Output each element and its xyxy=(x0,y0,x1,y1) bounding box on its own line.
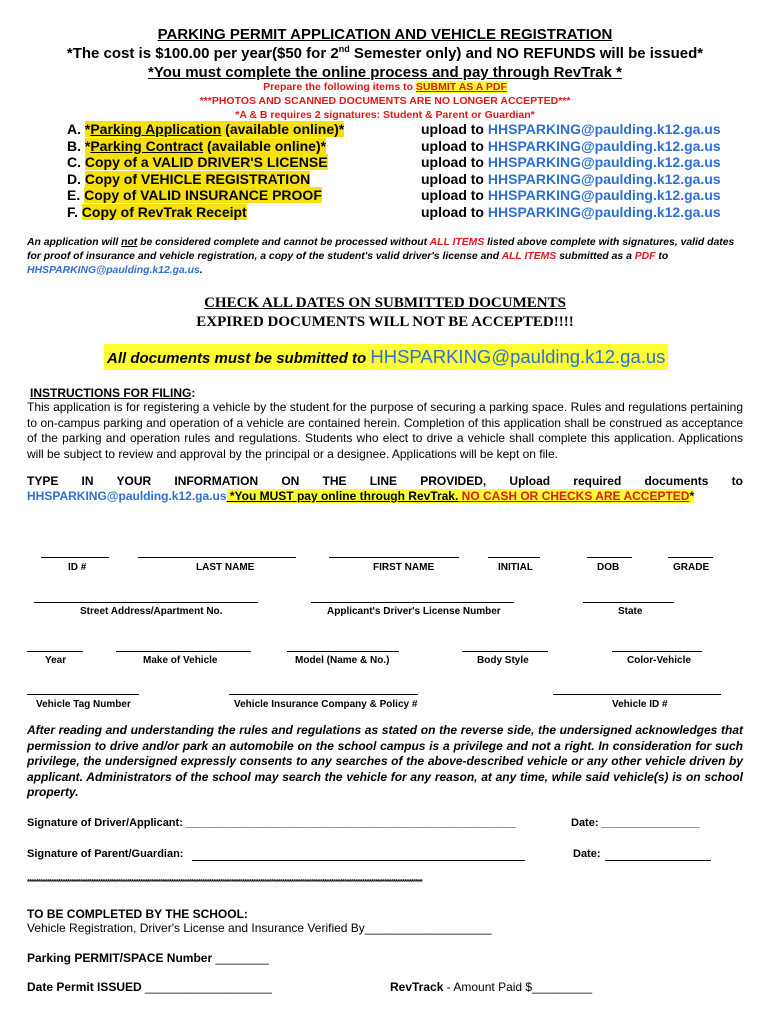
checklist-item-f xyxy=(67,204,344,221)
date-issued-label: Date Permit ISSUED xyxy=(27,980,142,994)
email-link[interactable]: HHSPARKING@paulding.k12.ga.us xyxy=(487,187,721,204)
item-text: Copy of VALID INSURANCE PROOF xyxy=(84,187,322,204)
expired-warning: EXPIRED DOCUMENTS WILL NOT BE ACCEPTED!!!! xyxy=(196,314,574,330)
upload-row xyxy=(421,204,721,221)
prepare-notice xyxy=(0,81,770,93)
item-letter: D. xyxy=(67,170,81,187)
parent-date-label: Date: xyxy=(573,848,601,860)
notice-text: submitted as a xyxy=(556,250,635,262)
email-link[interactable]: HHSPARKING@paulding.k12.ga.us xyxy=(487,154,721,171)
first-name-field-line[interactable] xyxy=(329,557,459,558)
state-field-line[interactable] xyxy=(583,602,674,603)
email-link[interactable]: HHSPARKING@paulding.k12.ga.us xyxy=(487,203,721,220)
insurance-field-line[interactable] xyxy=(229,694,418,695)
banner-text: All documents must be submitted to xyxy=(107,350,371,367)
parent-date-line[interactable] xyxy=(605,860,711,861)
item-text: *Parking Contract (available online)* xyxy=(84,137,327,154)
color-field-line[interactable] xyxy=(612,651,702,652)
id-label: ID # xyxy=(68,562,87,573)
submit-as-pdf: SUBMIT AS A PDF xyxy=(415,81,507,93)
item-text: Copy of a VALID DRIVER'S LICENSE xyxy=(84,154,328,171)
permit-number xyxy=(27,951,269,965)
checklist-item-a xyxy=(67,121,344,138)
star: * xyxy=(689,489,695,503)
license-label: Applicant's Driver's License Number xyxy=(327,606,501,617)
payment-instruction xyxy=(27,489,694,503)
upload-list xyxy=(421,121,721,221)
upload-text: upload to xyxy=(421,137,488,154)
email-link[interactable]: HHSPARKING@paulding.k12.ga.us xyxy=(370,346,666,367)
notice-text: listed above complete with signatures, valid dates for proof of insurance and vehicle registration, a copy of the student's valid driver's license and xyxy=(27,237,735,262)
first-name-label: FIRST NAME xyxy=(373,562,435,573)
model-field-line[interactable] xyxy=(287,651,399,652)
upload-row xyxy=(421,138,721,155)
notice-text: An application will xyxy=(27,237,122,248)
cost-notice xyxy=(0,44,770,62)
incomplete-notice xyxy=(27,236,743,277)
driver-date[interactable]: Date: ________________ xyxy=(571,817,700,829)
email-link[interactable]: HHSPARKING@paulding.k12.ga.us xyxy=(487,121,721,137)
instructions-title: INSTRUCTIONS FOR FILING xyxy=(30,386,192,400)
notice-pdf: PDF xyxy=(634,250,656,262)
revtrack-label: RevTrack xyxy=(390,980,444,994)
pay-online-text: *You MUST pay online through RevTrak. xyxy=(226,489,459,503)
upload-text: upload to xyxy=(421,121,488,137)
photos-notice: ***PHOTOS AND SCANNED DOCUMENTS ARE NO LONGER ACCEPTED*** xyxy=(199,95,571,107)
signatures-notice: *A & B requires 2 signatures: Student & Parent or Guardian* xyxy=(235,109,535,121)
item-letter: B. xyxy=(67,137,81,154)
notice-text: . xyxy=(199,264,203,276)
email-link[interactable]: HHSPARKING@paulding.k12.ga.us xyxy=(27,264,200,276)
dob-field-line[interactable] xyxy=(587,557,632,558)
checklist xyxy=(67,121,344,221)
item-letter: C. xyxy=(67,154,81,171)
street-label: Street Address/Apartment No. xyxy=(80,606,223,617)
vehicle-id-field-line[interactable] xyxy=(553,694,721,695)
tag-label: Vehicle Tag Number xyxy=(36,699,131,710)
body-style-field-line[interactable] xyxy=(462,651,548,652)
upload-row xyxy=(421,121,721,138)
date-issued-blank: ___________________ xyxy=(141,980,272,994)
item-text: Copy of VEHICLE REGISTRATION xyxy=(84,170,311,187)
upload-text: upload to xyxy=(421,154,488,171)
item-letter: E. xyxy=(67,187,81,204)
checklist-item-b xyxy=(67,138,344,155)
vehicle-id-label: Vehicle ID # xyxy=(612,699,668,710)
item-letter: A. xyxy=(67,121,81,137)
check-dates-heading: CHECK ALL DATES ON SUBMITTED DOCUMENTS xyxy=(204,295,566,311)
instructions-colon: : xyxy=(191,386,196,400)
upload-text: upload to xyxy=(421,187,488,204)
revtrack-amount xyxy=(390,980,592,994)
upload-row xyxy=(421,187,721,204)
item-text: Copy of RevTrak Receipt xyxy=(81,203,247,220)
tag-field-line[interactable] xyxy=(27,694,139,695)
insurance-label: Vehicle Insurance Company & Policy # xyxy=(234,699,418,710)
date-issued xyxy=(27,980,272,994)
cost-text-end: Semester only) and NO REFUNDS will be issued* xyxy=(349,45,704,62)
make-field-line[interactable] xyxy=(116,651,251,652)
upload-text: upload to xyxy=(421,170,488,187)
cost-text: *The cost is $100.00 per year($50 for 2 xyxy=(66,45,339,62)
body-style-label: Body Style xyxy=(477,655,529,666)
parent-signature-label: Signature of Parent/Guardian: xyxy=(27,848,184,860)
instructions-heading xyxy=(30,386,195,400)
no-cash-text: NO CASH OR CHECKS ARE ACCEPTED xyxy=(458,489,690,503)
instructions-body: This application is for registering a vehicle by the student for the purpose of securing a parking space. Rules and regulations pertaining to on-campus parking and operation of a vehicle are contained herein. Completion of this application shall be construed as acceptance of the parking and operation rules and regulations. Students who elect to drive a vehicle shall complete this application. Applications will be subject to review and approval by the principal or a designee. Applications will be kept on file. xyxy=(27,400,743,461)
star-divider: ********************************************************************************************************************************************************************************** xyxy=(27,877,422,886)
verified-by: Vehicle Registration, Driver's License and Insurance Verified By___________________ xyxy=(27,921,492,935)
all-documents-banner xyxy=(104,344,668,370)
initial-field-line[interactable] xyxy=(488,557,540,558)
notice-all-items: ALL ITEMS xyxy=(429,237,485,248)
permit-label: Parking PERMIT/SPACE Number xyxy=(27,951,213,965)
item-letter: F. xyxy=(67,203,78,220)
make-label: Make of Vehicle xyxy=(143,655,218,666)
notice-all-items: ALL ITEMS xyxy=(501,250,557,262)
last-name-label: LAST NAME xyxy=(196,562,255,573)
email-link[interactable]: HHSPARKING@paulding.k12.ga.us xyxy=(487,170,721,187)
item-text: *Parking Application (available online)* xyxy=(84,121,345,137)
upload-row xyxy=(421,171,721,188)
permit-blank: ________ xyxy=(212,951,269,965)
dob-label: DOB xyxy=(597,562,620,573)
page-title: PARKING PERMIT APPLICATION AND VEHICLE REGISTRATION xyxy=(157,26,613,43)
upload-row xyxy=(421,154,721,171)
street-field-line[interactable] xyxy=(34,602,258,603)
checklist-item-e xyxy=(67,187,344,204)
license-field-line[interactable] xyxy=(311,602,514,603)
amount-paid: - Amount Paid $_________ xyxy=(443,980,593,994)
checklist-item-d xyxy=(67,171,344,188)
grade-label: GRADE xyxy=(673,562,710,573)
email-link[interactable]: HHSPARKING@paulding.k12.ga.us xyxy=(27,489,227,503)
notice-not: not xyxy=(121,237,138,248)
model-label: Model (Name & No.) xyxy=(295,655,390,666)
upload-text: upload to xyxy=(421,203,488,220)
type-instruction: TYPE IN YOUR INFORMATION ON THE LINE PROVIDED, Upload required documents to xyxy=(27,474,743,488)
id-field-line[interactable] xyxy=(41,557,109,558)
notice-text: be considered complete and cannot be processed without xyxy=(137,237,430,248)
year-label: Year xyxy=(45,655,67,666)
notice-text: to xyxy=(655,250,669,262)
year-field-line[interactable] xyxy=(27,651,83,652)
color-label: Color-Vehicle xyxy=(627,655,691,666)
email-link[interactable]: HHSPARKING@paulding.k12.ga.us xyxy=(487,137,721,154)
online-notice: *You must complete the online process and pay through RevTrak * xyxy=(148,64,622,81)
initial-label: INITIAL xyxy=(498,562,533,573)
parent-signature-line[interactable] xyxy=(192,860,525,861)
checklist-item-c xyxy=(67,154,344,171)
school-heading: TO BE COMPLETED BY THE SCHOOL: xyxy=(27,907,248,921)
grade-field-line[interactable] xyxy=(668,557,713,558)
prepare-text: Prepare the following items to xyxy=(263,81,416,93)
cost-superscript: nd xyxy=(338,44,350,54)
state-label: State xyxy=(618,606,643,617)
agreement-text: After reading and understanding the rules and regulations as stated on the reverse side, the undersigned acknowledges that permission to drive and/or park an automobile on the school campus is a privilege and not a right. In consideration for such privilege, the undersigned expressly consents to any searches of the above-described vehicle or any other vehicle driven by applicant. Administrators of the school may search the vehicle for any reason, at any time, while said vehicle(s) is on school property. xyxy=(27,723,743,799)
driver-signature[interactable]: Signature of Driver/Applicant: ______________________________________________________ xyxy=(27,817,517,829)
last-name-field-line[interactable] xyxy=(138,557,296,558)
